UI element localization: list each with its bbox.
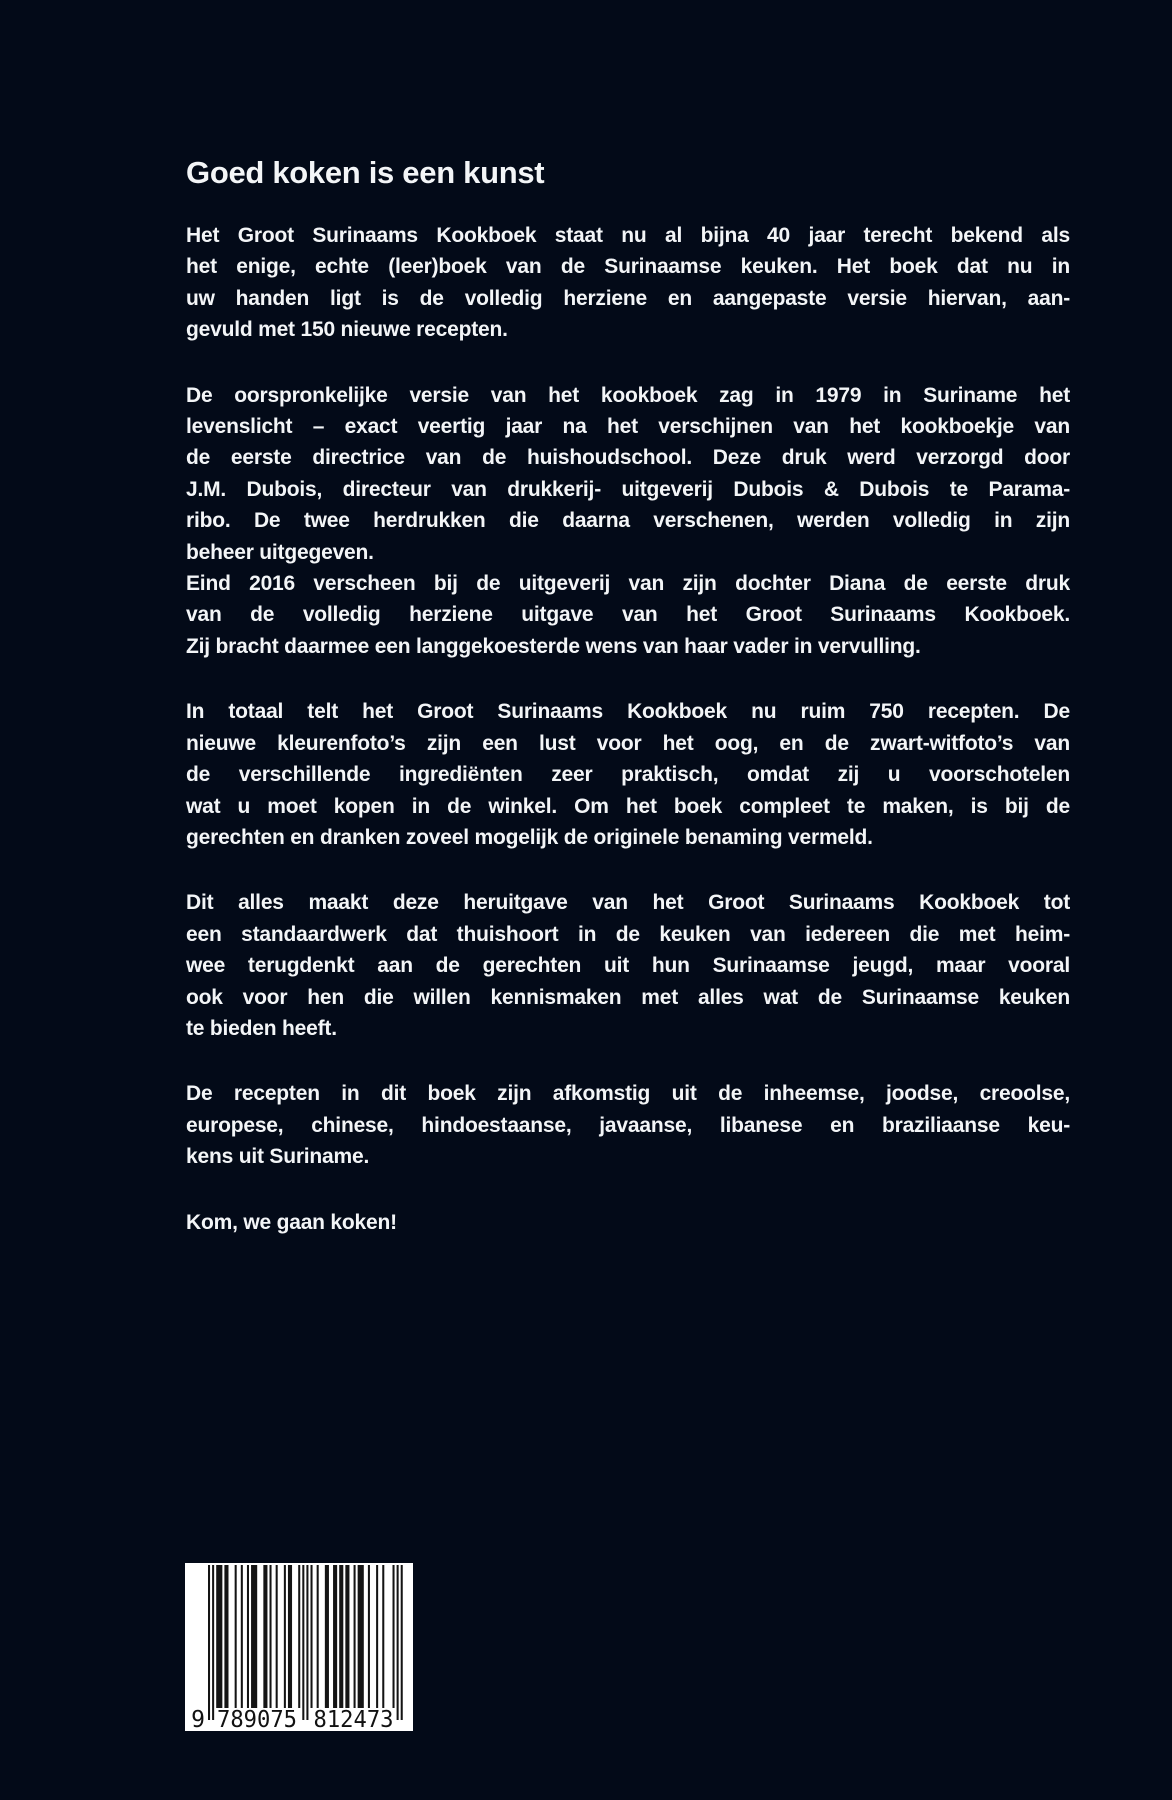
text-line: een standaardwerk dat thuishoort in de keuken van iedereen die met heim- xyxy=(186,922,1070,946)
paragraph xyxy=(186,380,1070,568)
text-line: kens uit Suriname. xyxy=(186,1145,370,1169)
barcode-bar xyxy=(288,1565,292,1708)
isbn-digits-right: 812473 xyxy=(313,1707,394,1731)
text-line: gevuld met 150 nieuwe recepten. xyxy=(186,318,508,342)
text-line: ribo. De twee herdrukken die daarna verschenen, werden volledig in zijn xyxy=(186,509,1070,533)
barcode-bar xyxy=(235,1565,237,1708)
closing-line xyxy=(186,1207,1070,1238)
back-cover-text xyxy=(186,156,1070,1272)
barcode-bar xyxy=(251,1565,257,1708)
text-line: Eind 2016 verscheen bij de uitgeverij van zijn dochter Diana de eerste druk xyxy=(186,572,1070,596)
paragraph xyxy=(186,696,1070,853)
text-line: Zij bracht daarmee een langgekoesterde wens van haar vader in vervulling. xyxy=(186,634,921,658)
isbn-barcode xyxy=(185,1563,413,1731)
barcode-bar xyxy=(212,1565,214,1720)
text-line: De recepten in dit boek zijn afkomstig uit de inheemse, joodse, creoolse, xyxy=(186,1082,1070,1106)
text-line: Het Groot Surinaams Kookboek staat nu al bijna 40 jaar terecht bekend als xyxy=(186,224,1070,247)
barcode-bar xyxy=(339,1565,343,1708)
barcode-bar xyxy=(382,1565,384,1708)
text-line: In totaal telt het Groot Surinaams Kookboek nu ruim 750 recepten. De xyxy=(186,700,1070,724)
paragraph xyxy=(186,1078,1070,1172)
text-line: te bieden heeft. xyxy=(186,1016,337,1040)
text-line: europese, chinese, hindoestaanse, javaanse, libanese en braziliaanse keu- xyxy=(186,1113,1070,1137)
barcode-bar xyxy=(208,1565,210,1720)
barcode-bar xyxy=(325,1565,329,1708)
barcode-svg xyxy=(185,1563,413,1731)
barcode-bar xyxy=(270,1565,272,1708)
text-line: J.M. Dubois, directeur van drukkerij- uitgeverij Dubois & Dubois te Parama- xyxy=(186,477,1070,501)
text-line: de verschillende ingrediënten zeer praktisch, omdat zij u voorschotelen xyxy=(186,763,1070,787)
paragraph xyxy=(186,220,1070,346)
barcode-bar xyxy=(317,1565,319,1708)
barcode-bar xyxy=(276,1565,278,1708)
barcode-bar xyxy=(298,1565,300,1708)
barcode-bar xyxy=(311,1565,313,1708)
barcode-bar xyxy=(393,1565,395,1708)
barcode-bar xyxy=(345,1565,349,1708)
text-line: nieuwe kleurenfoto’s zijn een lust voor het oog, en de zwart-witfoto’s van xyxy=(186,731,1070,755)
paragraph xyxy=(186,887,1070,1044)
text-line: De oorspronkelijke versie van het kookboek zag in 1979 in Suriname het xyxy=(186,383,1070,407)
barcode-bar xyxy=(368,1565,370,1708)
text-line: wat u moet kopen in de winkel. Om het boek compleet te maken, is bij de xyxy=(186,794,1070,818)
paragraph xyxy=(186,568,1070,662)
text-line: Kom, we gaan koken! xyxy=(186,1210,397,1234)
isbn-digit-prefix: 9 xyxy=(191,1707,205,1731)
text-line: de eerste directrice van de huishoudschool. Deze druk werd verzorgd door xyxy=(186,446,1070,470)
text-line: ook voor hen die willen kennismaken met alles wat de Surinaamse keuken xyxy=(186,985,1070,1009)
text-line: Dit alles maakt deze heruitgave van het Groot Surinaams Kookboek tot xyxy=(186,891,1070,915)
barcode-bar xyxy=(284,1565,286,1708)
barcode-bar xyxy=(306,1565,308,1720)
barcode-bar xyxy=(397,1565,399,1720)
text-line: van de volledig herziene uitgave van het Groot Surinaams Kookboek. xyxy=(186,603,1070,627)
barcode-bar xyxy=(241,1565,243,1708)
text-line: wee terugdenkt aan de gerechten uit hun Surinaamse jeugd, maar vooral xyxy=(186,954,1070,978)
barcode-bar xyxy=(224,1565,228,1708)
isbn-digits-left: 789075 xyxy=(217,1707,297,1731)
barcode-bar xyxy=(247,1565,249,1708)
barcode-bar xyxy=(358,1565,364,1708)
barcode-bar xyxy=(302,1565,304,1720)
barcode-bar xyxy=(333,1565,337,1708)
text-line: gerechten en dranken zoveel mogelijk de originele benaming vermeld. xyxy=(186,825,873,849)
text-line: levenslicht – exact veertig jaar na het verschijnen van het kookboekje van xyxy=(186,415,1070,439)
cover-heading: Goed koken is een kunst xyxy=(186,155,545,190)
text-line: beheer uitgegeven. xyxy=(186,540,374,564)
barcode-bar xyxy=(263,1565,267,1708)
barcode-bar xyxy=(376,1565,378,1708)
text-line: het enige, echte (leer)boek van de Surinaamse keuken. Het boek dat nu in xyxy=(186,255,1070,279)
barcode-bar xyxy=(354,1565,356,1708)
barcode-bar xyxy=(401,1565,403,1720)
text-line: uw handen ligt is de volledig herziene en aangepaste versie hiervan, aan- xyxy=(186,286,1070,310)
barcode-bar xyxy=(216,1565,222,1708)
